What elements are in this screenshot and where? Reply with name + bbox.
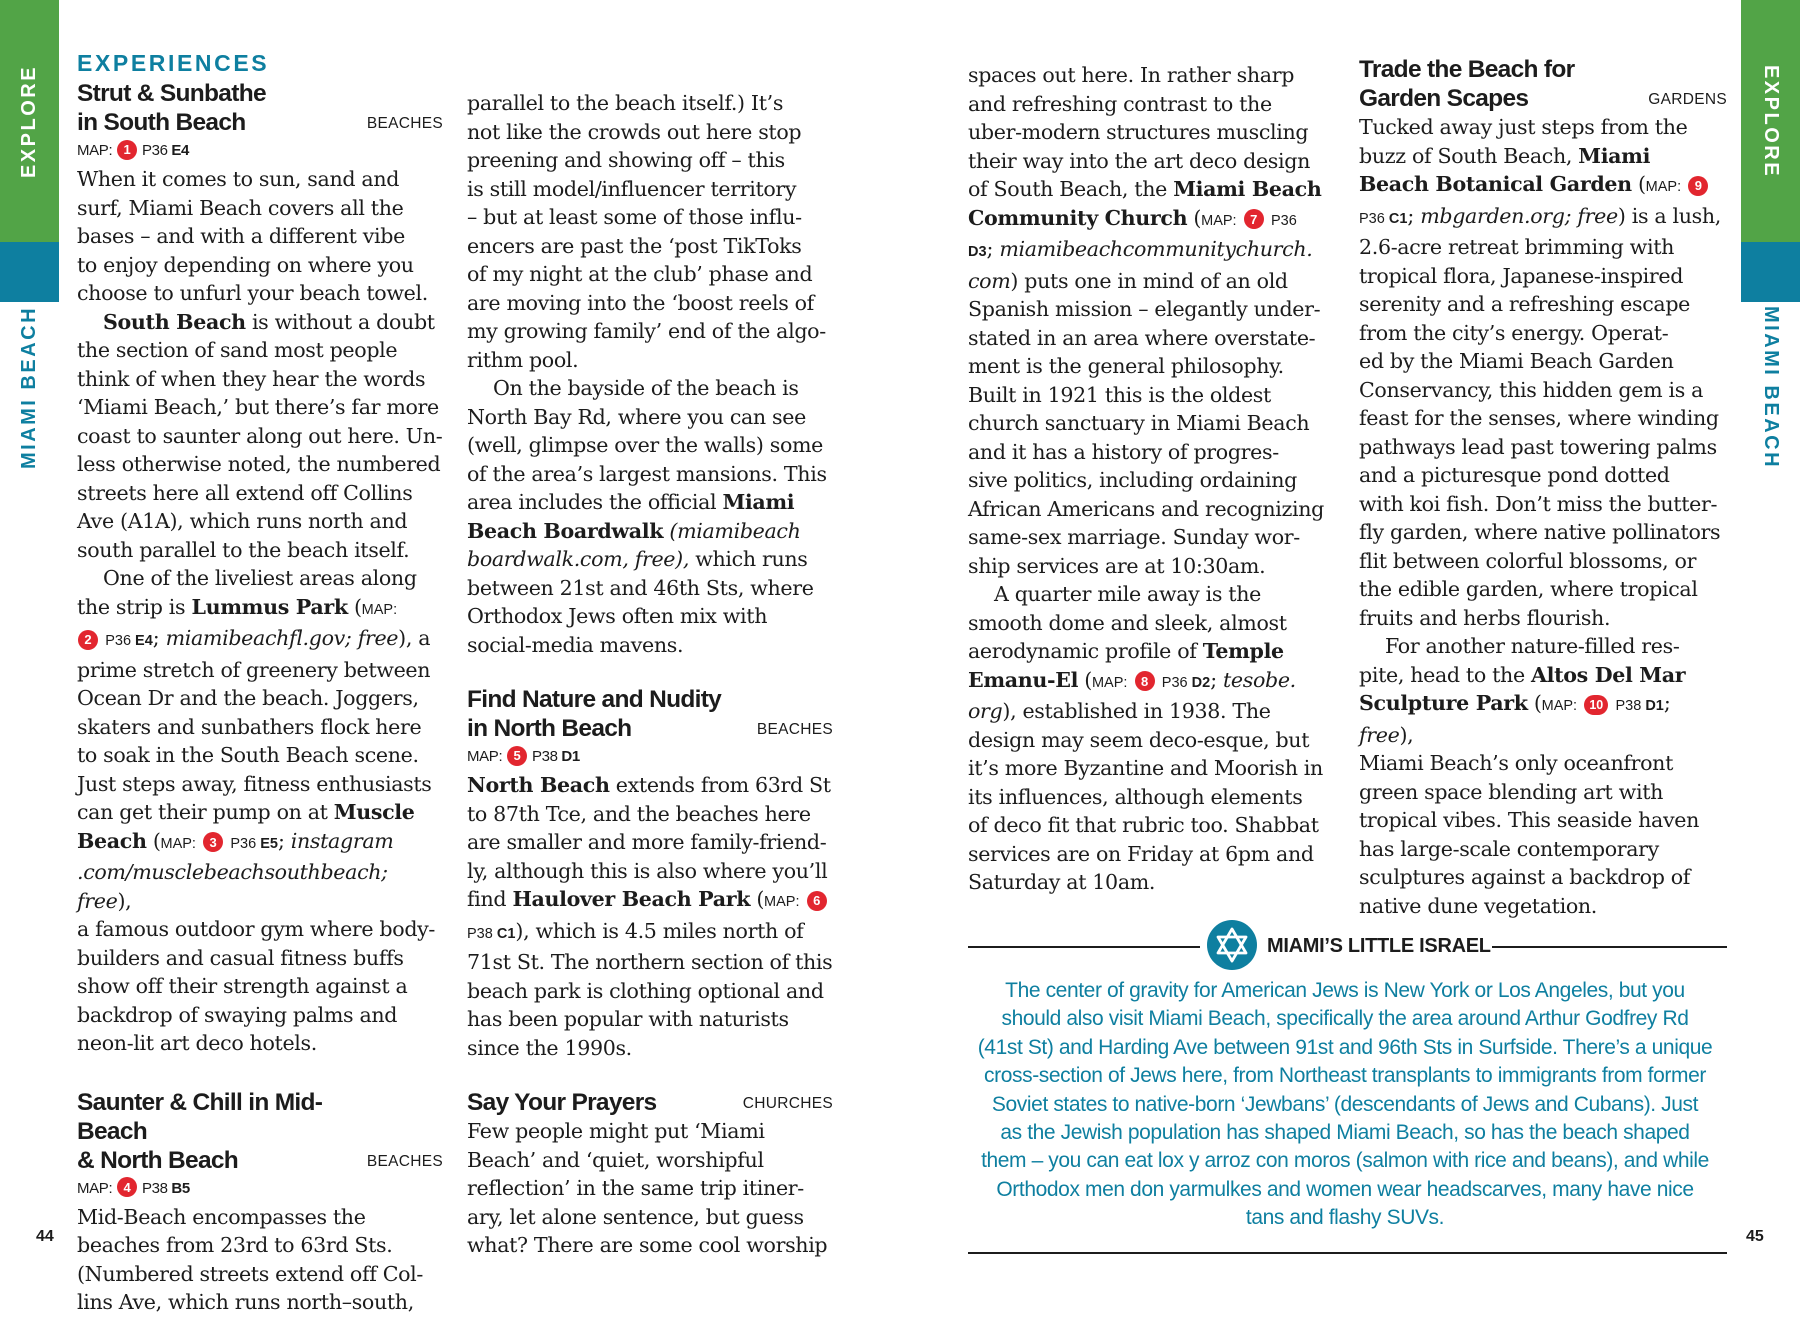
entry-title: Trade the Beach for Garden Scapes	[1359, 56, 1575, 112]
entry-title: Saunter & Chill in Mid-Beach & North Beach	[77, 1088, 323, 1174]
entry-category: BEACHES	[366, 1152, 443, 1170]
map-marker: 7	[1244, 209, 1264, 229]
paragraph: A quarter mile away is the smooth dome and sleek, almost aerodynamic profile of Temple Emanu-El (MAP: 8 P36 D2; tesobe. org), established in 1938. The design may seem deco-esque, but it’s more Byzantine and Moorish in its influences, although elements of deco fit that rubric too. Shabbat services are on Friday at 6pm and Saturday at 10am.	[968, 582, 1323, 894]
column-1	[77, 50, 443, 1317]
explore-tab-right	[1741, 0, 1800, 242]
page-number-right: 45	[1746, 1228, 1764, 1245]
map-reference: MAP: 1 P36 E4	[77, 137, 443, 165]
paragraph: Mid-Beach encompasses the beaches from 23rd to 63rd Sts. (Numbered streets extend off Col- lins Ave, which runs north–south,	[77, 1204, 424, 1314]
map-marker: 9	[1688, 176, 1708, 196]
entry-heading	[77, 1088, 443, 1175]
box-rule-left	[968, 946, 1200, 948]
column-4	[1359, 55, 1727, 920]
region-tab-left	[0, 302, 59, 472]
map-marker: 8	[1135, 671, 1155, 691]
map-marker: 6	[807, 891, 827, 911]
entry-category: BEACHES	[756, 721, 833, 738]
sidebar-body: The center of gravity for American Jews is New York or Los Angeles, but you should also visit Miami Beach, specifically the area around Arthur Godfrey Rd (41st St) and Harding Ave between 91st and 96th Sts in Surfside. There’s a unique cross-section of Jews here, from Northeast transplants to immigrants from former Soviet states to native-born ‘Jewbans’ (descendants of Jews and Cubans). Just as the Jewish population has shaped Miami Beach, so has the beach shaped them – you can eat lox y arroz con moros (salmon with rice and beans), and while Orthodox men don yarmulkes and women wear headscarves, many have nice tans and flashy SUVs.	[977, 979, 1713, 1230]
entry-title: Find Nature and Nudity in North Beach	[467, 686, 722, 742]
map-marker: 10	[1584, 695, 1608, 715]
entry-category: GARDENS	[1648, 91, 1727, 108]
section-label: EXPERIENCES	[77, 50, 270, 76]
paragraph: For another nature-filled res- pite, head to the Altos Del Mar Sculpture Park (MAP: 10 P38 D1; free), Miami Beach’s only oceanfront green space blending art with tropical vibes. This seaside haven has large-scale contemporary sculptures against a backdrop of native dune vegetation.	[1359, 634, 1700, 918]
paragraph: Tucked away just steps from the buzz of South Beach, Miami Beach Botanical Garden (MAP: 9 P36 C1; mbgarden.org; free) is a lush, 2.6-acre retreat brimming with tropical flora, Japanese-inspired serenity and a refreshing escape from the city’s energy. Operat- ed by the Miami Beach Garden Conservancy, this hidden gem is a feast for the senses, where winding pathways lead past towering palms and a picturesque pond dotted with koi fish. Don’t miss the butter- fly garden, where native pollinators flit between colorful blossoms, or the edible garden, where tropical fruits and herbs flourish.	[1359, 115, 1721, 630]
paragraph: parallel to the beach itself.) It’s not like the crowds out here stop preening and showing off – this is still model/influencer territory – but at least some of those influ- encers are past the ‘post TikToks of my night at the club’ phase and are moving into the ‘boost reels of my growing family’ end of the algo- rithm pool.	[467, 91, 826, 372]
map-reference: MAP: 5 P38 D1	[467, 743, 833, 771]
paragraph: South Beach is without a doubt the section of sand most people think of when they hear the words ‘Miami Beach,’ but there’s far more coast to saunter along out here. Un- less otherwise noted, the numbered streets here all extend off Collins Ave (A1A), which runs north and south parallel to the beach itself.	[77, 309, 443, 562]
explore-tab-label: EXPLORE	[1760, 64, 1783, 178]
box-rule-right	[1492, 946, 1727, 948]
entry-heading	[77, 79, 443, 137]
map-marker: 4	[117, 1177, 137, 1197]
paragraph: spaces out here. In rather sharp and refreshing contrast to the uber-modern structures muscling their way into the art deco design of South Beach, the Miami Beach Community Church (MAP: 7 P36 D3; miamibeachcommunitychurch. com) puts one in mind of an old Spanish mission – elegantly under- stated in an area where overstate- ment is the general philosophy. Built in 1921 this is the oldest church sanctuary in Miami Beach and it has a history of progres- sive politics, including ordaining African Americans and recognizing same-sex marriage. Sunday wor- ship services are at 10:30am.	[968, 63, 1324, 578]
paragraph: When it comes to sun, sand and surf, Miami Beach covers all the bases – and with a different vibe to enjoy depending on where you choose to unfurl your beach towel.	[77, 167, 428, 305]
region-tab-right	[1741, 302, 1800, 472]
map-marker: 2	[78, 630, 98, 650]
box-rule-bottom	[968, 1252, 1727, 1254]
paragraph: Few people might put ‘Miami Beach’ and ‘quiet, worshipful reflection’ in the same trip itiner- ary, let alone sentence, but guess what? There are some cool worship	[467, 1119, 828, 1257]
region-tab-label: MIAMI BEACH	[1760, 305, 1783, 469]
page-number-left: 44	[36, 1228, 54, 1245]
explore-tab-label: EXPLORE	[18, 64, 41, 178]
map-marker: 1	[117, 140, 137, 160]
tab-color-block-right	[1741, 242, 1800, 302]
paragraph: One of the liveliest areas along the strip is Lummus Park (MAP: 2 P36 E4; miamibeachfl.gov; free), a prime stretch of greenery between Ocean Dr and the beach. Joggers, skaters and sunbathers flock here to soak in the South Beach scene. Just steps away, fitness enthusiasts can get their pump on at Muscle Beach (MAP: 3 P36 E5; instagram .com/musclebeachsouthbeach; free), a famous outdoor gym where body- builders and casual fitness buffs show off their strength against a backdrop of swaying palms and neon-lit art deco hotels.	[77, 566, 436, 1055]
entry-category: BEACHES	[366, 115, 443, 132]
explore-tab-left	[0, 0, 59, 242]
entry-category: CHURCHES	[742, 1095, 833, 1112]
star-of-david-icon	[1207, 920, 1257, 970]
tab-color-block-left	[0, 242, 59, 302]
map-marker: 3	[203, 832, 223, 852]
entry-heading	[467, 1088, 833, 1117]
map-reference: MAP: 4 P38 B5	[77, 1175, 443, 1203]
region-tab-label: MIAMI BEACH	[18, 305, 41, 469]
paragraph: North Beach extends from 63rd St to 87th Tce, and the beaches here are smaller and more family-friend- ly, although this is also where you’ll find Haulover Beach Park (MAP: 6 P38 C1), which is 4.5 miles north of 71st St. The northern section of this beach park is clothing optional and has been popular with naturists since the 1990s.	[467, 773, 833, 1060]
entry-title: Say Your Prayers	[467, 1089, 657, 1116]
column-3	[968, 61, 1334, 897]
paragraph: On the bayside of the beach is North Bay Rd, where you can see (well, glimpse over the walls) some of the area’s largest mansions. This area includes the official Miami Beach Boardwalk (miamibeach boardwalk.com, free), which runs between 21st and 46th Sts, where Orthodox Jews often mix with social-media mavens.	[467, 376, 827, 657]
entry-title: Strut & Sunbathe in South Beach	[77, 80, 266, 136]
sidebar-title: MIAMI’S LITTLE ISRAEL	[1267, 935, 1491, 957]
map-marker: 5	[507, 746, 527, 766]
column-2	[467, 89, 833, 1260]
entry-heading	[467, 685, 833, 743]
entry-heading	[1359, 55, 1727, 113]
